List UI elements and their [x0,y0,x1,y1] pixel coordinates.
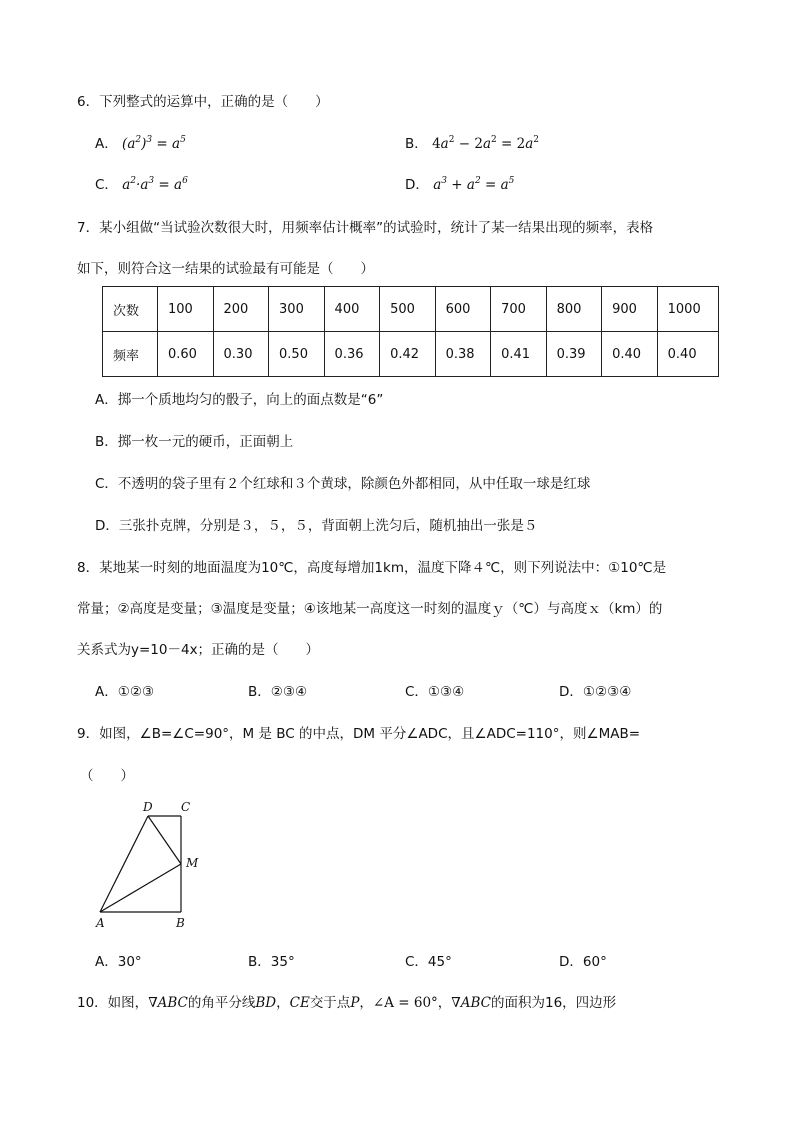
q10-text-6: ， [437,995,452,1011]
table-cell: 0.50 [269,332,325,377]
q10-text-4: 交于点 [309,995,351,1011]
q6-option-a-label: A． [95,136,118,152]
table-cell: 600 [435,287,491,332]
q10-bd: BD [255,995,277,1011]
frequency-table [102,286,719,377]
q9-option-d: D．60° [559,954,607,970]
table-cell: 0.30 [213,332,269,377]
table-cell: 0.41 [491,332,547,377]
table-cell: 1000 [657,287,718,332]
q9-figure [90,798,210,936]
q10-prefix: 10．如图， [77,995,149,1011]
label-a: A [96,916,105,930]
q6-option-d-formula: $a^3 + a^2 = a^5$ [433,175,515,193]
table-row-header: 频率 [103,332,158,377]
q10-angle: ∠A = 60° [372,995,438,1011]
table-cell: 400 [324,287,380,332]
table-cell: 0.42 [380,332,436,377]
table-row [103,287,719,332]
q7-stem-line2: 如下，则符合这一结果的试验最有可能是（ ） [77,261,374,277]
label-m: M [186,856,199,870]
q8-stem-line2: 常量；②高度是变量；③温度是变量；④该地某一高度这一时刻的温度ｙ（℃）与高度ｘ（km）的 [77,601,663,617]
q6-option-b-label: B． [405,136,428,152]
q10-stem-line1 [77,991,616,1011]
table-cell: 0.38 [435,332,491,377]
q9-option-a: A．30° [95,954,142,970]
q8-option-b: B．②③④ [248,684,308,700]
q10-text-3: ， [276,995,290,1011]
q9-stem-line1: 9．如图，∠B=∠C=90°，M 是 BC 的中点，DM 平分∠ADC，且∠ADC=110°，则∠MAB= [77,726,641,742]
table-cell: 0.40 [657,332,718,377]
q9-stem-line2: （ ） [80,768,134,784]
q9-option-b: B．35° [248,954,295,970]
q10-triangle-1: ∇ABC [148,995,188,1011]
q10-triangle-2: ∇ABC [451,995,491,1011]
q7-option-d: D．三张扑克牌，分别是３，５，５，背面朝上洗匀后，随机抽出一张是５ [95,518,538,534]
table-cell: 100 [158,287,214,332]
q7-stem-line1: 7．某小组做“当试验次数很大时，用频率估计概率”的试验时，统计了某一结果出现的频率，表格 [77,220,654,236]
q8-option-d: D．①②③④ [559,684,632,700]
table-cell: 300 [269,287,325,332]
q6-option-c [95,173,188,193]
label-b: B [176,916,185,930]
table-cell: 200 [213,287,269,332]
q6-option-b-formula: $4a^2 - 2a^2 = 2a^2$ [432,134,540,152]
q10-text-7: 的面积为16，四边形 [490,995,617,1011]
q10-text-2: 的角平分线 [187,995,256,1011]
table-row [103,332,719,377]
q6-option-c-label: C． [95,177,118,193]
q6-option-a [95,132,186,152]
table-cell: 900 [602,287,658,332]
q8-option-a: A．①②③ [95,684,155,700]
q8-stem-line1: 8．某地某一时刻的地面温度为10℃，高度每增加1km，温度下降４℃，则下列说法中：①10℃是 [77,560,667,576]
q6-option-c-formula: $a^2\cdot a^3 = a^6$ [122,175,188,193]
q7-option-b: B．掷一枚一元的硬币，正面朝上 [95,434,294,450]
table-cell: 0.39 [546,332,602,377]
q6-stem: 6．下列整式的运算中，正确的是（ ） [77,94,329,110]
table-row-header: 次数 [103,287,158,332]
q6-option-d-label: D． [405,177,429,193]
label-d: D [143,800,153,814]
table-cell: 0.40 [602,332,658,377]
q10-p: P [350,995,360,1011]
q7-option-c: C．不透明的袋子里有２个红球和３个黄球，除颜色外都相同，从中任取一球是红球 [95,476,591,492]
segment-dm [148,816,181,864]
q7-option-a: A．掷一个质地均匀的骰子，向上的面点数是“6” [95,392,384,408]
label-c: C [181,800,191,814]
table-cell: 800 [546,287,602,332]
q10-ce: CE [289,995,310,1011]
q8-option-c: C．①③④ [405,684,465,700]
table-cell: 700 [491,287,547,332]
q6-option-a-formula: $(a^2)^3 = a^5$ [122,134,186,152]
table-cell: 0.60 [158,332,214,377]
q9-option-c: C．45° [405,954,452,970]
table-cell: 0.36 [324,332,380,377]
q6-option-b [405,132,539,152]
q6-option-d [405,173,514,193]
q10-text-5: ， [359,995,373,1011]
q8-stem-line3: 关系式为y=10－4x；正确的是（ ） [77,642,320,658]
table-cell: 500 [380,287,436,332]
